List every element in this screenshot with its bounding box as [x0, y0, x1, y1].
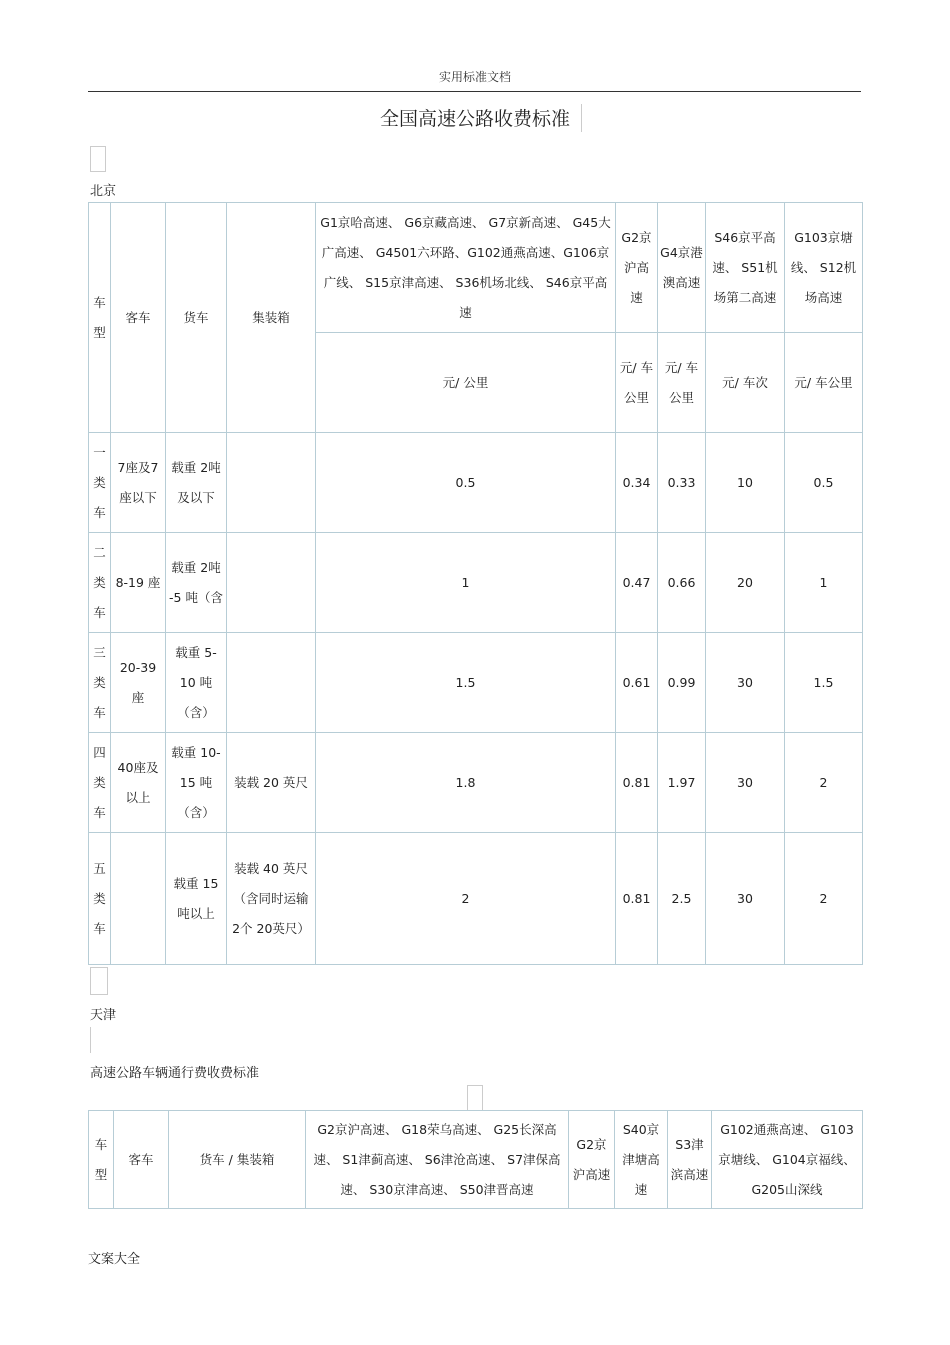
container-spec	[227, 633, 316, 733]
rate-cell: 2.5	[658, 833, 706, 965]
rate-cell: 1	[316, 533, 616, 633]
unit-cell: 元/ 车公里	[658, 333, 706, 433]
bus-spec: 40座及以上	[111, 733, 166, 833]
container-spec: 装载 20 英尺	[227, 733, 316, 833]
header-bus: 客车	[111, 203, 166, 433]
header-route-g2: G2京沪高速	[569, 1111, 615, 1209]
container-spec	[227, 433, 316, 533]
vehicle-class: 四类车	[89, 733, 111, 833]
rate-cell: 1.5	[316, 633, 616, 733]
section-subtitle: 高速公路车辆通行费收费标准	[90, 1066, 260, 1081]
header-route-g103-s12: G103京塘线、 S12机场高速	[785, 203, 863, 333]
table-header-row	[89, 203, 863, 333]
header-route-s3: S3津滨高速	[668, 1111, 712, 1209]
header-route-group-1: G1京哈高速、 G6京藏高速、 G7京新高速、 G45大广高速、 G4501六环路、G102通燕高速、G106京广线、 S15京津高速、 S36机场北线、 S46京平高速	[316, 203, 616, 333]
rate-cell: 20	[706, 533, 785, 633]
page-header-text: 实用标准文档	[438, 70, 511, 84]
unit-cell: 元/ 车公里	[785, 333, 863, 433]
rate-cell: 30	[706, 633, 785, 733]
table-row	[89, 433, 863, 533]
header-route-s46-s51: S46京平高速、 S51机场第二高速	[706, 203, 785, 333]
header-route-s40: S40京津塘高速	[615, 1111, 668, 1209]
table-row	[89, 833, 863, 965]
container-spec: 装载 40 英尺（含同时运输 2个 20英尺）	[227, 833, 316, 965]
truck-spec: 载重 2吨 -5 吨（含	[166, 533, 227, 633]
placeholder-box	[467, 1085, 483, 1111]
bus-spec: 8-19 座	[111, 533, 166, 633]
rate-cell: 30	[706, 733, 785, 833]
rate-cell: 0.99	[658, 633, 706, 733]
text-cursor-mark	[581, 104, 582, 132]
rate-cell: 0.33	[658, 433, 706, 533]
header-container: 集装箱	[227, 203, 316, 433]
table-row	[89, 633, 863, 733]
truck-spec: 载重 10-15 吨（含）	[166, 733, 227, 833]
header-route-group-1: G2京沪高速、 G18荣乌高速、 G25长深高速、 S1津蓟高速、 S6津沧高速、 S7津保高速、 S30京津高速、 S50津晋高速	[306, 1111, 569, 1209]
bus-spec: 7座及7座以下	[111, 433, 166, 533]
rate-cell: 1.8	[316, 733, 616, 833]
section-label-beijing: 北京	[90, 184, 117, 199]
vehicle-class: 三类车	[89, 633, 111, 733]
rate-cell: 30	[706, 833, 785, 965]
rate-cell: 0.5	[785, 433, 863, 533]
rate-cell: 2	[785, 733, 863, 833]
rate-cell: 0.34	[616, 433, 658, 533]
rate-cell: 1	[785, 533, 863, 633]
placeholder-box	[90, 146, 106, 172]
rate-cell: 10	[706, 433, 785, 533]
header-route-g2: G2京沪高速	[616, 203, 658, 333]
header-rule	[88, 91, 861, 92]
header-route-group-2: G102通燕高速、 G103京塘线、 G104京福线、 G205山深线	[712, 1111, 863, 1209]
header-type: 车型	[89, 203, 111, 433]
header-route-g4: G4京港澳高速	[658, 203, 706, 333]
table-row	[89, 733, 863, 833]
rate-cell: 0.81	[616, 833, 658, 965]
header-type: 车型	[89, 1111, 114, 1209]
unit-cell: 元/ 公里	[316, 333, 616, 433]
rate-cell: 1.97	[658, 733, 706, 833]
unit-cell: 元/ 车次	[706, 333, 785, 433]
rate-cell: 0.5	[316, 433, 616, 533]
truck-spec: 载重 2吨及以下	[166, 433, 227, 533]
rate-cell: 2	[316, 833, 616, 965]
header-truck-container: 货车 / 集装箱	[169, 1111, 306, 1209]
vehicle-class: 二类车	[89, 533, 111, 633]
rate-cell: 0.66	[658, 533, 706, 633]
page-footer-text: 文案大全	[88, 1252, 141, 1267]
table-header-row	[89, 1111, 863, 1209]
header-truck: 货车	[166, 203, 227, 433]
header-bus: 客车	[114, 1111, 169, 1209]
rate-cell: 0.61	[616, 633, 658, 733]
rate-cell: 1.5	[785, 633, 863, 733]
unit-cell: 元/ 车公里	[616, 333, 658, 433]
bus-spec	[111, 833, 166, 965]
text-cursor-mark	[90, 1027, 91, 1053]
truck-spec: 载重 5-10 吨（含）	[166, 633, 227, 733]
bus-spec: 20-39 座	[111, 633, 166, 733]
rate-cell: 0.81	[616, 733, 658, 833]
vehicle-class: 一类车	[89, 433, 111, 533]
page-title: 全国高速公路收费标准	[379, 108, 570, 130]
beijing-toll-table	[88, 202, 863, 965]
placeholder-box	[90, 967, 108, 995]
rate-cell: 0.47	[616, 533, 658, 633]
truck-spec: 载重 15吨以上	[166, 833, 227, 965]
vehicle-class: 五类车	[89, 833, 111, 965]
table-row	[89, 533, 863, 633]
section-label-tianjin: 天津	[90, 1008, 117, 1023]
rate-cell: 2	[785, 833, 863, 965]
tianjin-toll-table	[88, 1110, 863, 1209]
container-spec	[227, 533, 316, 633]
